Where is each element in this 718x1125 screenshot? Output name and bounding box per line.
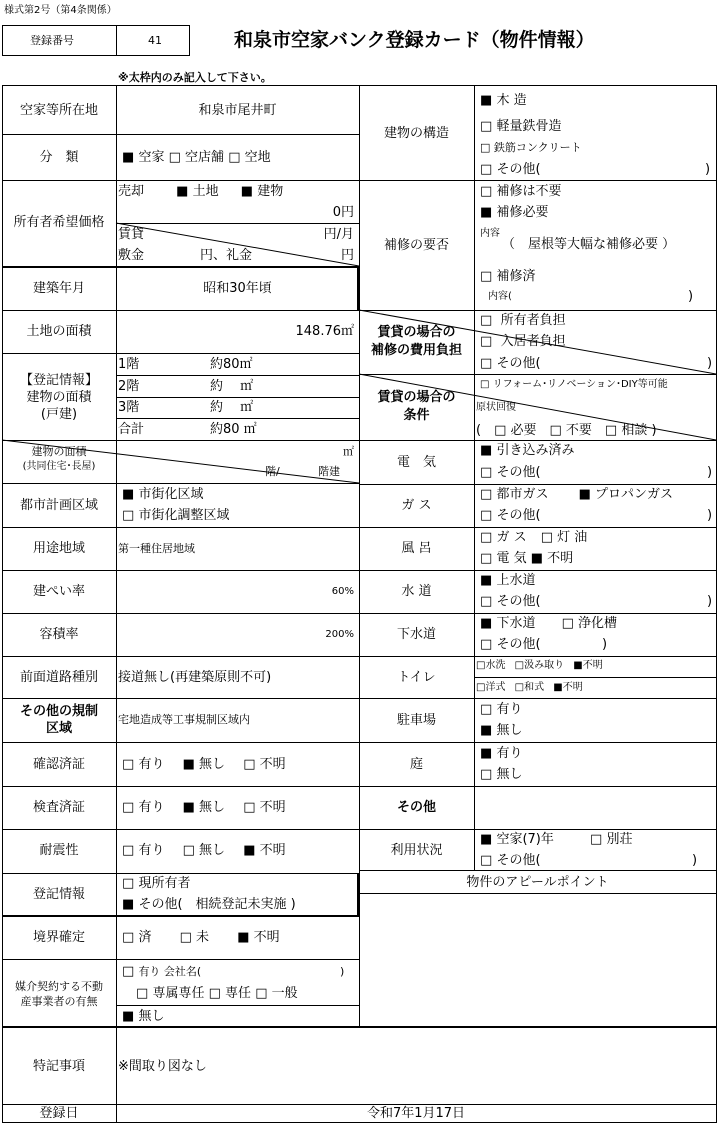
key-money-unit: 円 (340, 248, 354, 263)
option-label: 無し (199, 800, 226, 815)
repair-opt3 (480, 270, 535, 283)
reg-date-value: 令和7年1月17日 (366, 1106, 466, 1121)
broker-opt1 (122, 965, 201, 978)
inspect-cert-options (122, 801, 286, 814)
sewer-row1 (480, 617, 617, 630)
option-label: 灯 油 (557, 530, 588, 545)
checkbox-icon[interactable]: □ (480, 162, 493, 177)
option-label: 不明 (259, 757, 286, 772)
option-label: その他( (496, 162, 541, 177)
option-label: 有り (496, 746, 523, 761)
option-label: 補修済 (496, 269, 536, 284)
shared-area-label-1: 建物の面積 (31, 445, 87, 458)
boundary-label: 境界確定 (32, 930, 85, 945)
notes-label: 特記事項 (32, 1059, 85, 1074)
option-label: その他( 相続登記未実施 ) (138, 897, 296, 912)
floor-3-value: 約 ㎡ (210, 400, 254, 415)
checkbox-icon[interactable]: □ (480, 379, 490, 390)
electric-close: ) (707, 465, 713, 480)
structure-opt1 (480, 94, 527, 107)
checkbox-checked-icon[interactable]: ■ (530, 551, 544, 566)
option-label: 不明 (253, 930, 280, 945)
option-label: 都市ガス (496, 487, 549, 502)
option-label: 水洗 (485, 660, 506, 671)
land-area-label: 土地の面積 (26, 324, 92, 339)
structure-label: 建物の構造 (383, 126, 449, 141)
checkbox-checked-icon[interactable]: ■ (122, 487, 135, 502)
option-label: 洋式 (485, 682, 506, 693)
option-label: 有り 会社名( (138, 965, 202, 978)
checkbox-checked-icon[interactable]: ■ (480, 723, 493, 738)
option-label: 空店舗 (185, 150, 225, 165)
checkbox-icon[interactable]: □ (182, 843, 195, 858)
usage-row1 (480, 833, 632, 846)
option-label: 空家 (138, 150, 165, 165)
reg-date-label: 登録日 (39, 1106, 79, 1121)
checkbox-icon[interactable]: □ (480, 465, 493, 480)
toilet-row2 (476, 683, 583, 693)
floor-total-value: 約80 ㎡ (210, 422, 257, 437)
repair-close: ) (688, 289, 694, 304)
checkbox-icon[interactable]: □ (122, 964, 135, 979)
sewer-opt3 (480, 638, 541, 651)
sewer-close: ) (602, 637, 608, 652)
option-label: 無し (496, 723, 523, 738)
checkbox-icon[interactable]: □ (122, 843, 135, 858)
other-label: その他 (396, 800, 436, 815)
bcr-label: 建ぺい率 (32, 584, 85, 599)
checkbox-checked-icon[interactable]: ■ (480, 616, 493, 631)
checkbox-checked-icon[interactable]: ■ (122, 897, 135, 912)
location-value: 和泉市尾井町 (198, 103, 277, 118)
option-label: その他( (496, 356, 541, 371)
option-label: プロパンガス (595, 487, 674, 502)
price-amount: 0円 (332, 205, 354, 220)
registry-opt2 (122, 898, 296, 911)
cost-close: ) (707, 356, 713, 371)
built-value: 昭和30年頃 (203, 281, 272, 296)
checkbox-icon[interactable]: □ (480, 487, 493, 502)
shared-floors: 階/ (265, 465, 280, 478)
sale-label: 売却 (118, 184, 145, 199)
option-label: 鉄筋コンクリート (493, 141, 582, 154)
confirm-cert-label: 確認済証 (32, 757, 85, 772)
option-label: リフォーム･リノベーション･DIY等可能 (492, 379, 668, 390)
category-label: 分 類 (39, 150, 79, 165)
checkbox-icon[interactable]: □ (480, 356, 493, 371)
reg-no-value: 41 (148, 34, 162, 47)
option-label: 無し (496, 767, 523, 782)
gas-close: ) (707, 508, 713, 523)
city-plan-opt1 (122, 488, 203, 501)
option-label: 所有者負担 (500, 313, 566, 328)
rent-cond-opt1 (480, 380, 668, 390)
regulation-value: 宅地造成等工事規制区域内 (118, 713, 250, 726)
checkbox-icon[interactable]: □ (480, 702, 493, 717)
checkbox-icon[interactable]: □ (480, 141, 491, 154)
option-label: 汲み取り (524, 660, 565, 671)
option-label: 和式 (524, 682, 545, 693)
option-label: 浄化槽 (578, 616, 618, 631)
cost-opt3 (480, 357, 541, 370)
checkbox-checked-icon[interactable]: ■ (480, 205, 493, 220)
checkbox-icon[interactable]: □ (122, 930, 135, 945)
floor-area-label-2: 建物の面積 (26, 390, 92, 405)
bath-label: 風 呂 (401, 541, 432, 556)
usage-opt3 (480, 854, 541, 867)
option-label: 無し (138, 1009, 165, 1024)
water-close: ) (707, 594, 713, 609)
checkbox-icon[interactable]: □ (480, 184, 493, 199)
checkbox-checked-icon[interactable]: ■ (480, 573, 493, 588)
checkbox-checked-icon[interactable]: ■ (122, 150, 135, 165)
water-label: 水 道 (401, 584, 432, 599)
deposit-unit: 円、礼金 (200, 248, 253, 263)
option-label: 補修必要 (496, 205, 549, 220)
checkbox-checked-icon[interactable]: ■ (480, 93, 493, 108)
checkbox-icon[interactable]: □ (476, 660, 486, 671)
cost-opt2 (480, 335, 566, 348)
price-label: 所有者希望価格 (13, 215, 105, 230)
water-opt2 (480, 595, 541, 608)
toilet-label: トイレ (397, 670, 436, 685)
structure-opt2 (480, 120, 561, 133)
option-label: 有り (138, 843, 165, 858)
checkbox-icon[interactable]: □ (480, 551, 493, 566)
option-label: 有り (138, 757, 165, 772)
rent-cond-label-2: 条件 (403, 408, 430, 423)
bath-row2 (480, 552, 573, 565)
floor-area-label-3: (戸建) (40, 407, 78, 422)
gas-opt3 (480, 509, 541, 522)
option-label: 市街化区域 (138, 487, 204, 502)
land-area-value: 148.76㎡ (295, 324, 354, 339)
option-label: 補修は不要 (496, 184, 562, 199)
checkbox-checked-icon[interactable]: ■ (480, 832, 493, 847)
structure-close: ) (705, 162, 711, 177)
option-label: 済 (138, 930, 152, 945)
option-label: 現所有者 (138, 876, 191, 891)
gas-opts (480, 488, 673, 501)
option-label: 無し (199, 757, 226, 772)
built-label: 建築年月 (32, 281, 85, 296)
confirm-cert-options (122, 758, 286, 771)
checkbox-icon[interactable]: □ (136, 986, 149, 1001)
cost-label-1: 賃貸の場合の (377, 325, 456, 340)
cost-opt1 (480, 314, 566, 327)
reg-no-label: 登録番号 (30, 34, 74, 47)
option-label: 別荘 (606, 832, 633, 847)
restore-options: ( □ 必要 □ 不要 □ 相談 ) (476, 423, 657, 438)
floor-3-key: 3階 (118, 400, 140, 415)
toilet-row1 (476, 661, 603, 671)
gas-label: ガ ス (401, 498, 432, 513)
option-label: 電 気 (496, 551, 527, 566)
far-label: 容積率 (39, 627, 79, 642)
checkbox-checked-icon[interactable]: ■ (176, 184, 189, 199)
option-label: 有り (138, 800, 165, 815)
page-title: 和泉市空家バンク登録カード（物件情報） (234, 29, 595, 51)
option-label: 一般 (271, 986, 298, 1001)
checkbox-checked-icon[interactable]: ■ (553, 682, 563, 693)
checkbox-icon[interactable]: □ (514, 682, 525, 693)
cost-label-2: 補修の費用負担 (370, 343, 462, 358)
floor-area-label-1: 【登記情報】 (19, 373, 98, 388)
checkbox-icon[interactable]: □ (480, 334, 493, 349)
far-value: 200% (325, 629, 354, 640)
checkbox-icon[interactable]: □ (480, 637, 493, 652)
parking-label: 駐車場 (396, 713, 436, 728)
zoning-label: 用途地域 (32, 541, 85, 556)
option-label: 空家(7)年 (496, 832, 554, 847)
option-label: 下水道 (496, 616, 536, 631)
structure-opt4 (480, 163, 541, 176)
checkbox-checked-icon[interactable]: ■ (578, 487, 591, 502)
inspect-cert-label: 検査済証 (32, 800, 85, 815)
option-label: 木 造 (496, 93, 527, 108)
repair-detail: （ 屋根等大幅な補修必要 ） (502, 237, 676, 252)
appeal-label: 物件のアピールポイント (466, 875, 609, 890)
sewer-label: 下水道 (396, 627, 436, 642)
repair-label: 補修の要否 (383, 238, 449, 253)
sale-row (118, 185, 283, 198)
floor-total-key: 合計 (118, 422, 145, 437)
regulation-label-1: その他の規制 (19, 704, 98, 719)
checkbox-icon[interactable]: □ (476, 682, 486, 693)
repair-content-label: 内容 (480, 228, 500, 239)
electric-label: 電 気 (396, 455, 436, 470)
quake-options (122, 844, 286, 857)
option-label: 未 (196, 930, 210, 945)
restore-label: 原状回復 (476, 402, 516, 413)
floor-2-key: 2階 (118, 379, 140, 394)
option-label: 有り (496, 702, 523, 717)
checkbox-checked-icon[interactable]: ■ (240, 184, 254, 199)
checkbox-icon[interactable]: □ (480, 594, 493, 609)
option-label: ガ ス (496, 530, 527, 545)
city-plan-opt2 (122, 509, 229, 522)
option-label: 市街化調整区域 (138, 508, 230, 523)
rent-unit: 円/月 (323, 227, 354, 242)
option-label: 専任 (225, 986, 252, 1001)
broker-close: ) (340, 965, 345, 978)
notes-value: ※間取り図なし (118, 1059, 207, 1074)
option-label: 引き込み済み (496, 443, 575, 458)
floor-2-value: 約 ㎡ (210, 379, 254, 394)
checkbox-icon[interactable]: □ (255, 986, 268, 1001)
option-label: 軽量鉄骨造 (496, 119, 562, 134)
option-label: その他( (496, 853, 541, 868)
road-label: 前面道路種別 (19, 670, 98, 685)
electric-opt2 (480, 466, 541, 479)
checkbox-icon[interactable]: □ (540, 530, 554, 545)
road-value: 接道無し(再建築原則不可) (118, 670, 272, 685)
checkbox-icon[interactable]: □ (480, 119, 493, 134)
checkbox-checked-icon[interactable]: ■ (237, 930, 250, 945)
parking-opt2 (480, 724, 522, 737)
floor-1-value: 約80㎡ (210, 357, 253, 372)
shared-floors-2: 階建 (318, 465, 340, 478)
checkbox-icon[interactable]: □ (122, 876, 135, 891)
garden-opt2 (480, 768, 522, 781)
category-options (122, 151, 271, 164)
checkbox-icon[interactable]: □ (590, 832, 603, 847)
water-opt1 (480, 574, 535, 587)
zoning-value: 第一種住居地域 (118, 542, 195, 555)
option-label: 土地 (192, 184, 219, 199)
shared-area-unit: ㎡ (343, 445, 354, 458)
regulation-label-2: 区域 (45, 721, 72, 736)
deposit-label: 敷金 (118, 248, 145, 263)
option-label: 不明 (582, 660, 603, 671)
option-label: 上水道 (496, 573, 536, 588)
electric-opt1 (480, 444, 574, 457)
option-label: 建物 (257, 184, 284, 199)
quake-label: 耐震性 (39, 843, 79, 858)
form-number: 様式第2号（第4条関係） (4, 5, 117, 16)
checkbox-checked-icon[interactable]: ■ (182, 800, 195, 815)
option-label: 入居者負担 (500, 334, 566, 349)
structure-opt3 (480, 142, 582, 153)
checkbox-icon[interactable]: □ (228, 150, 241, 165)
boundary-options (122, 931, 280, 944)
option-label: 専属専任 (152, 986, 205, 1001)
option-label: その他( (496, 637, 541, 652)
broker-opt2 (122, 1010, 164, 1023)
checkbox-checked-icon[interactable]: ■ (573, 660, 583, 671)
checkbox-icon[interactable]: □ (480, 530, 493, 545)
option-label: 不明 (259, 800, 286, 815)
checkbox-icon[interactable]: □ (179, 930, 192, 945)
instruction-note: ※太枠内のみ記入して下さい。 (118, 71, 272, 84)
repair-content2: 内容( (488, 291, 512, 302)
registry-label: 登記情報 (32, 887, 85, 902)
checkbox-icon[interactable]: □ (480, 269, 493, 284)
checkbox-checked-icon[interactable]: ■ (122, 1009, 135, 1024)
broker-label-1: 媒介契約する不動 (15, 980, 103, 993)
option-label: 不明 (562, 682, 583, 693)
checkbox-checked-icon[interactable]: ■ (480, 443, 493, 458)
option-label: 不明 (259, 843, 286, 858)
location-label: 空家等所在地 (19, 103, 98, 118)
checkbox-icon[interactable]: □ (243, 800, 256, 815)
repair-opt1 (480, 185, 561, 198)
garden-label: 庭 (409, 757, 423, 772)
broker-label-2: 産事業者の有無 (20, 995, 98, 1008)
checkbox-icon[interactable]: □ (480, 508, 493, 523)
usage-label: 利用状況 (390, 843, 443, 858)
usage-close: ) (692, 853, 698, 868)
shared-area-label-2: (共同住宅･長屋) (22, 461, 96, 472)
option-label: 不明 (547, 551, 574, 566)
registry-opt1 (122, 877, 190, 890)
checkbox-icon[interactable]: □ (122, 508, 135, 523)
checkbox-icon[interactable]: □ (208, 986, 221, 1001)
checkbox-icon[interactable]: □ (480, 767, 493, 782)
checkbox-icon[interactable]: □ (243, 757, 256, 772)
broker-contract-types (136, 987, 298, 1000)
checkbox-icon[interactable]: □ (514, 660, 525, 671)
checkbox-icon[interactable]: □ (561, 616, 574, 631)
option-label: その他( (496, 508, 541, 523)
checkbox-icon[interactable]: □ (122, 757, 135, 772)
checkbox-icon[interactable]: □ (168, 150, 181, 165)
checkbox-checked-icon[interactable]: ■ (182, 757, 195, 772)
checkbox-icon[interactable]: □ (480, 313, 493, 328)
repair-opt2 (480, 206, 548, 219)
checkbox-icon[interactable]: □ (480, 853, 493, 868)
option-label: その他( (496, 594, 541, 609)
garden-opt1 (480, 747, 522, 760)
option-label: 無し (199, 843, 226, 858)
city-plan-label: 都市計画区域 (19, 498, 98, 513)
bcr-value: 60% (331, 586, 354, 597)
bath-row1 (480, 531, 587, 544)
rent-label: 賃貸 (118, 227, 145, 242)
checkbox-checked-icon[interactable]: ■ (243, 843, 256, 858)
checkbox-checked-icon[interactable]: ■ (480, 746, 493, 761)
parking-opt1 (480, 703, 522, 716)
rent-cond-label-1: 賃貸の場合の (377, 390, 456, 405)
option-label: その他( (496, 465, 541, 480)
checkbox-icon[interactable]: □ (122, 800, 135, 815)
option-label: 空地 (244, 150, 271, 165)
floor-1-key: 1階 (118, 357, 140, 372)
